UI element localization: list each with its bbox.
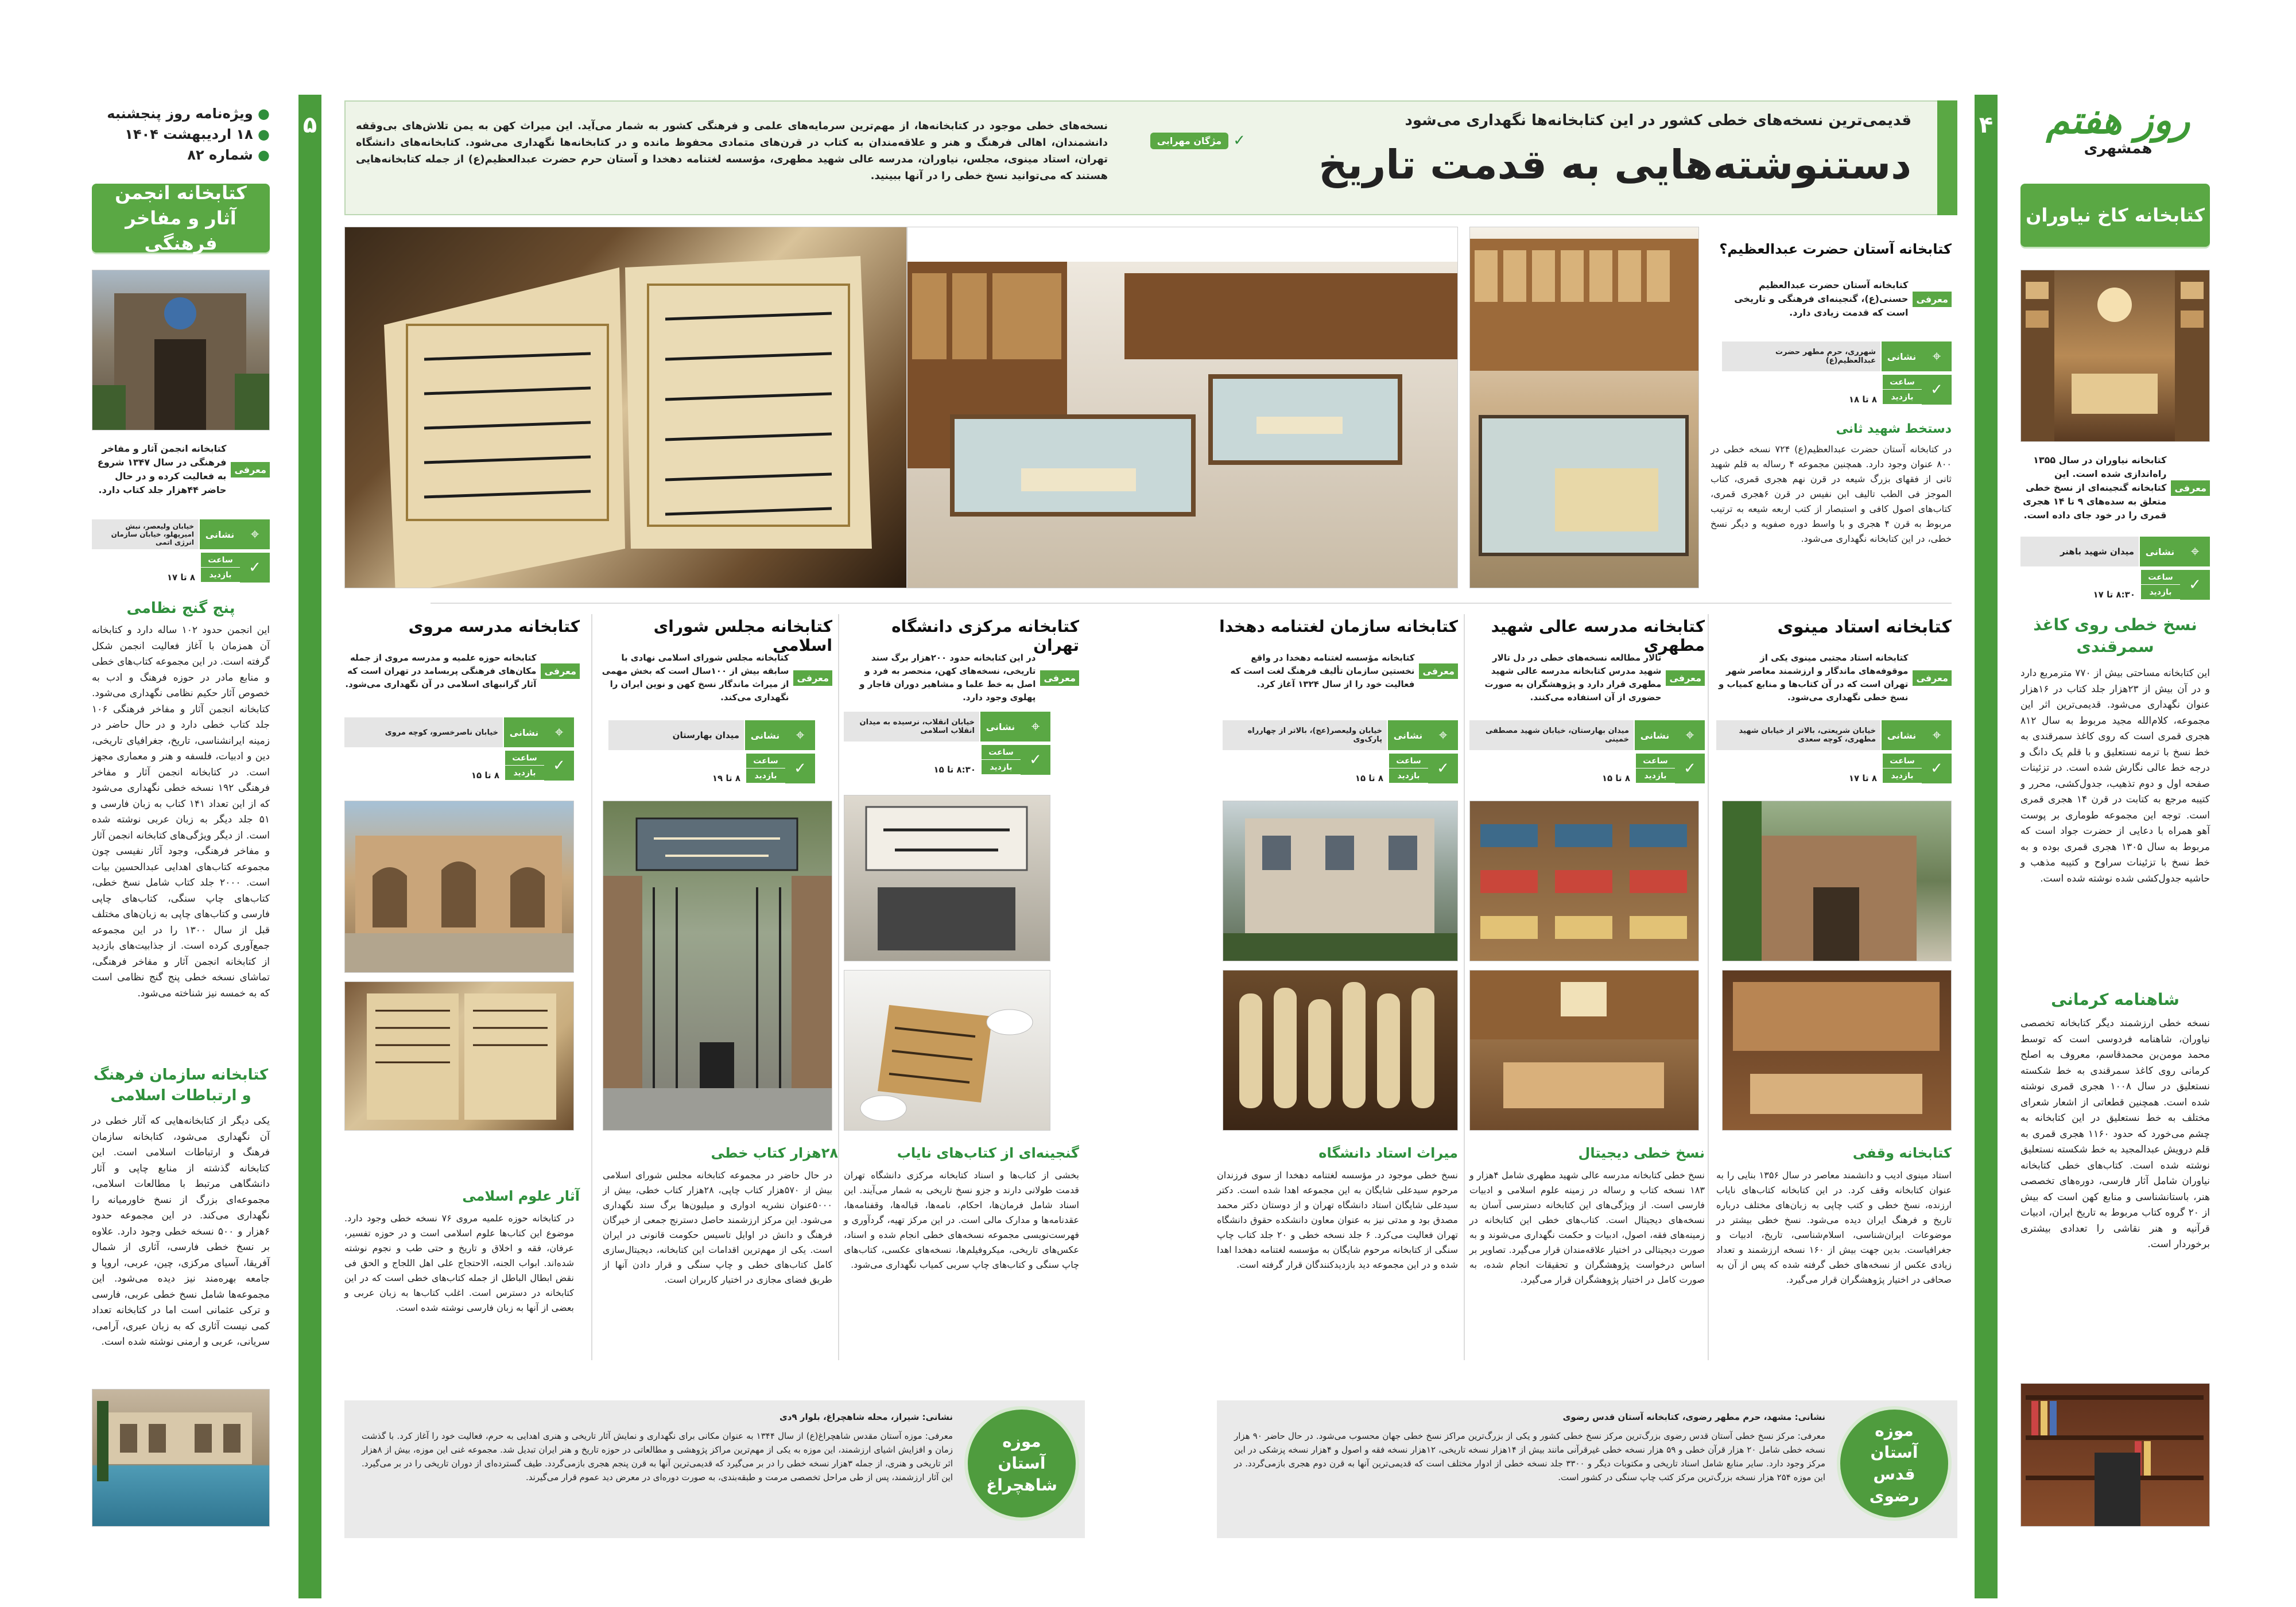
intro-label: معرفی [1666,670,1705,686]
time-label: ساعت [2140,570,2180,585]
right-sidebar-s2-text: نسخه خطی ارزشمند دیگر کتابخانه تخصصی نیاوران، شاهنامه فردوسی است که توسط محمد مومن‌بن محمدقاسم، معروف به اصلح کرمانی روی کاغذ سمرقندی به خط شکسته نستعلیق در سال ۱۰۰۸ هجری قمری نوشته شده است. همچنین قطعاتی از اشعار شعرای مختلف به خط نستعلیق در این کتابخانه به چشم می‌خورد که حدود ۱۱۶۰ هجری قمری به قلم درویش عبدالمجید به خط شکسته نستعلیق نوشته شده است. کتاب‌های خطی کتابخانه نیاوران شامل آثار فارسی، دوره‌های تخصصی هنر، باستانشناسی و منابع کهن است که بیش از ۲۰ گروه کتاب مربوط به تاریخ ایران، ادبیات قرآنیه و هنر نقاشی را تعدادی بیشتری برخوردار است. [2020,1018,2210,1250]
marvi-photo-2 [344,981,574,1131]
address-label: نشانی [1880,341,1922,371]
left-sidebar-s2-text: یکی دیگر از کتابخانه‌هایی که آثار خطی در آن نگهداری می‌شود، کتابخانه سازمان فرهنگ و ارتباطات اسلامی است. این کتابخانه گذشته از منابع چاپی و آثار دانشگاهی مرتبط با مطالعات اسلامی، مجموعه‌ای بزرگ از نسخ خاورمیانه را نگهداری می‌کند. در این مجموعه حدود ۶هزار و ۵۰۰ نسخه خطی وجود دارد. علاوه بر نسخ خطی فارسی، آثاری از شمال آفریقا، آسیای مرکزی، چین، عربی، اروپا و جامعه بهره‌مند نیز دیده می‌شود. این مجموعه‌ها شامل نسخ خطی عربی، فارسی و ترکی عثمانی است اما در کتابخانه تعداد کمی نیست آثاری که به زبان عبری، آرامی، سریانی، عربی و ارمنی نوشته شده است. [92,1115,270,1348]
shahcheragh-museum-title: موزه آستان شاهچراغ [986,1432,1057,1495]
visit-label: بازدید [2140,585,2180,600]
location-pin-icon: ⌖ [785,720,815,750]
brand-logo [2009,98,2227,166]
bookshelf-illustration [2020,1384,2209,1527]
institute-facade-illustration [1223,801,1457,961]
check-icon: ✓ [2180,570,2210,600]
intro-label: معرفی [2171,480,2210,496]
right-sidebar-intro [2020,453,2210,522]
col-divider [1464,614,1465,1360]
hours-value: ۸:۳۰ تا ۱۵ [933,764,976,775]
marvi-title: کتابخانه مدرسه مروی [408,617,580,636]
majlis-intro [597,651,832,704]
right-sidebar-s1-text: این کتابخانه مساحتی بیش از ۷۷۰ مترمربع دارد و در آن بیش از ۲۳هزار جلد کتاب در ۱۶هزار عنوان نگهداری می‌شود. قدیمی‌ترین اثر این مجموعه، کلام‌الله مجید مربوط به سال ۸۱۲ هجری قمری است که روی کاغذ سمرقندی به خط نسخ با ترمه نستعلیق و با قلم یک دانگ و درجه خط عالی نگارش شده است. در تزئینات صفحه اول و دوم تذهیب، جدول‌کشی، محرر و کتیبه مرجع به کتابت در قرن ۱۴ هجری قمری است. توجه این مجموعه طوماری بر پوست آهو همراه با دعایی از حضرت جواد است که مربوط به سال ۱۳۰۵ هجری قمری بوده و به خط نسخ با تزئینات سراوح و کتیبه مذهب و حاشیه جدول‌کشی شده نوشته شده است. [2020,667,2210,884]
brand-sub: همشهری [2084,140,2152,157]
col-divider [1708,614,1709,1360]
minovi-intro [1716,651,1952,704]
garden-building-illustration [1722,801,1951,961]
abdolazim-intro [1711,278,1952,320]
address-value: خیابان ناصرخسرو، کوچه مروی [344,717,503,747]
visit-label: بازدید [200,568,240,583]
location-pin-icon: ⌖ [1675,720,1705,750]
address-row [608,720,815,750]
right-sidebar-info [2020,537,2210,600]
time-label: ساعت [200,553,240,568]
hours-value: ۸ تا ۱۵ [471,770,499,781]
right-page-green-bar [1975,95,1998,1598]
abdolazim-title: کتابخانه آستان حضرت عبدالعظیم؟ [1719,241,1952,257]
dehkhoda-title: کتابخانه سازمان لغتنامه دهخدا [1219,617,1458,636]
hours-value: ۸:۳۰ تا ۱۷ [2093,589,2135,600]
minovi-info [1716,720,1952,783]
location-pin-icon: ⌖ [1922,720,1952,750]
minovi-sub: کتابخانه وقفی [1852,1145,1952,1161]
edition-label: ● ویژه‌نامه روز پنجشنبه [107,106,270,122]
address-label: نشانی [1634,720,1675,750]
dehkhoda-text: نسخ خطی موجود در مؤسسه لغتنامه دهخدا از سوی فرزندان مرحوم سیدعلی شایگان به این مجموعه اهدا شده است. دکتر سیدعلی شایگان استاد دانشگاه تهران و از دوستان دکتر محمد مصدق بود و مدتی نیز به عنوان معاون دانشکده حقوق دانشگاه تهران فعالیت می‌کرد. ۶ جلد نسخه خطی و ۲۰ جلد کتاب چاپ سنگی از کتابخانه مرحوم شایگان به مؤسسه لغتنامه دهخدا اهدا شده و در این مجموعه دید بازدیدکنندگان قرار گرفته است. [1217,1170,1458,1270]
tehran-univ-intro [844,651,1079,704]
parliament-gate-illustration [603,801,832,1131]
motahari-photo-2 [1469,970,1699,1131]
right-sidebar-photo [2020,270,2210,442]
address-label: نشانی [2139,537,2180,566]
hours-value: ۸ تا ۱۷ [166,572,195,583]
intro-text: تالار مطالعه نسخه‌های خطی در دل تالار شهید مدرس کتابخانه مدرسه عالی شهید مطهری قرار دارد و پژوهشگران به صورت حضوری از آن استفاده می‌کنند. [1484,653,1662,702]
intro-text: کتابخانه حوزه علمیه و مدرسه مروی از جمله مکان‌های فرهنگی پربسامد در تهران است که آثار گرانبهای اسلامی در آن نگهداری می‌شود. [345,653,537,689]
intro-text: کتابخانه مجلس شورای اسلامی نهادی با سابقه بیش از ۱۰۰سال است که بخش مهمی از میراث ماندگار نسخ کهن و نوین ایران را نگهداری می‌کند. [602,653,789,702]
visit-label: بازدید [1635,768,1675,783]
address-value: خیابان انقلاب، نرسیده به میدان انقلاب اسلامی [844,712,979,742]
check-icon: ✓ [1428,754,1458,783]
location-pin-icon: ⌖ [240,519,270,549]
left-page-green-bar [298,95,321,1598]
left-sidebar-intro [92,442,270,497]
hours-value: ۸ تا ۱۸ [1848,394,1877,405]
left-sidebar-bottom-photo [92,1389,270,1527]
hours-row [92,553,270,583]
tehran-univ-sub: گنجینه‌ای از کتاب‌های نایاب [897,1145,1079,1161]
hours-value: ۸ تا ۱۵ [1355,773,1383,783]
time-label: ساعت [745,754,785,768]
right-sidebar-bottom-photo [2020,1383,2210,1527]
time-label: ساعت [1882,375,1922,390]
edition-issue: ● شماره ۸۲ [187,147,270,163]
left-sidebar-info [92,519,270,583]
intro-label: معرفی [541,663,580,679]
edition-date: ● ۱۸ اردیبهشت ۱۴۰۴ [125,126,270,142]
headline-kicker: قدیمی‌ترین نسخه‌های خطی کشور در این کتابخانه‌ها نگهداری می‌شود [1405,112,1911,129]
motahari-info [1469,720,1705,783]
address-row [344,717,574,747]
majlis-info [608,720,815,783]
address-label: نشانی [199,519,240,549]
open-manuscript-illustration [344,227,906,588]
razavi-museum-title: موزه آستان قدس رضوی [1869,1421,1919,1505]
address-row [1223,720,1458,750]
location-pin-icon: ⌖ [1428,720,1458,750]
hours-row [2020,570,2210,600]
hours-value: ۸ تا ۱۹ [712,773,740,783]
address-value: شهرری، حرم مطهر حضرت عبدالعظیم(ع) [1722,341,1880,371]
left-sidebar-title: کتابخانه انجمن آثار و مفاخر فرهنگی [92,184,270,253]
right-page-number: ۴ [1979,112,1994,138]
check-icon: ✓ [1021,745,1050,775]
intro-label: معرفی [1913,292,1952,307]
intro-text: کتابخانه آستان حضرت عبدالعظیم حسنی(ع)، گنجینه‌ای فرهنگی و تاریخی است که قدمت زیادی دارد. [1734,280,1909,318]
location-pin-icon: ⌖ [1021,712,1050,742]
hours-row [1223,754,1458,783]
majlis-sub: ۲۸هزار کتاب خطی [711,1145,838,1161]
check-icon: ✓ [1675,754,1705,783]
display-cases-illustration [907,227,1457,588]
hours-row [344,751,574,781]
address-value: خیابان ولیعصر، نبش امیرپهلو، خیابان سازمان انرژی اتمی [92,519,199,549]
abdolazim-library-photo [1469,227,1699,588]
time-label: ساعت [980,745,1021,760]
address-row [1722,341,1952,371]
left-sidebar-photo [92,270,270,430]
location-pin-icon: ⌖ [2180,537,2210,566]
intro-text: کتابخانه استاد مجتبی مینوی یکی از موقوفه‌های ماندگار و ارزشمند معاصر شهر تهران است که در آن کتاب‌ها و منابع کمیاب و نسخ خطی نگهداری می‌شود. [1718,653,1909,702]
hours-row [608,754,815,783]
marvi-info [344,717,574,781]
address-label: نشانی [1387,720,1428,750]
edition-info [86,103,270,165]
tehran-univ-photo-1 [844,795,1050,961]
abdolazim-info [1722,341,1952,405]
hours-value: ۸ تا ۱۷ [1848,773,1877,783]
visit-label: بازدید [1388,768,1428,783]
intro-text: در این کتابخانه حدود ۲۰۰هزار برگ سند تاریخی، نسخه‌های کهن، منحصر به فرد و اصل به خط علما و مشاهیر دوران قاجار و پهلوی وجود دارد. [859,653,1036,702]
abdolazim-sub: دستخط شهید ثانی [1836,422,1952,436]
shahcheragh-museum-text: معرفی: موزه آستان مقدس شاهچراغ(ع) از سال ۱۳۴۴ به عنوان مکانی برای نگهداری و نمایش آثار تاریخی و هنری اهدایی به حرم، فعالیت خود را آغاز کرد. با گذشت زمان و افزایش اشیای ارزشمند، این موزه به یکی از مهم‌ترین مراکز پژوهشی و مطالعاتی در حوزه تاریخ و هنر ایران تبدیل شد. مجموعه غنی این موزه، بیش از ۸هزار اثر تاریخی و هنری، از جمله ۳هزار نسخه خطی را در بر می‌گیرد که قدیمی‌ترین آنها به قرن پنجم هجری بازمی‌گردد. طیف گسترده‌ای از دوران تاریخی را در بر می‌گیرد. این آثار ارزشمند، پس از طی مراحل تخصصی مرمت و طبقه‌بندی، به صورت دوره‌ای در معرض دید عموم قرار می‌گیرند. [362,1431,953,1482]
left-sidebar-s1-title: پنج گنج نظامی [126,600,235,617]
motahari-sub: نسخ خطی دیجیتال [1578,1145,1705,1161]
reading-room-illustration [1722,971,1951,1131]
abdolazim-text: در کتابخانه آستان حضرت عبدالعظیم(ع) ۷۲۴ نسخه خطی در ۸۰۰ عنوان وجود دارد. همچنین مجموعه ۴ رساله به قلم شهید ثانی از فقهای بزرگ شیعه در قرن نهم هجری قمری، کتاب الموجز فی الطب تالیف ابن نفیس در قرن ۶هجری قمری، کتاب‌های اصول کافی و استبصار از کتب اربعه شیعه به ترتیب مربوط به قرن ۴ هجری و با واسط دوره صفویه و دیگر نسخ خطی، در این کتابخانه نگهداری می‌شود. [1711,444,1952,544]
address-label: نشانی [744,720,785,750]
col-divider [838,614,839,1360]
left-sidebar-s2-title: کتابخانه سازمان فرهنگ و ارتباطات اسلامی [93,1066,269,1104]
address-label: نشانی [1880,720,1922,750]
motahari-intro [1469,651,1705,704]
razavi-museum-address: نشانی: مشهد، حرم مطهر رضوی، کتابخانه آستان قدس رضوی [1562,1412,1825,1422]
manuscript-photo [344,227,907,588]
intro-label: معرفی [1913,670,1952,686]
checkmark-icon: ✓ [1233,132,1246,149]
intro-text: کتابخانه نیاوران در سال ۱۳۵۵ راه‌اندازی شده است. این کتابخانه گنجینه‌ای از نسخ خطی متعلق به سده‌های ۹ تا ۱۴ هجری قمری را در خود جای داده است. [2023,455,2167,521]
location-pin-icon: ⌖ [544,717,574,747]
minovi-title: کتابخانه استاد مینوی [1777,617,1952,637]
address-row [844,712,1050,742]
shahcheragh-museum-badge [964,1406,1079,1521]
check-icon: ✓ [1922,754,1952,783]
visit-label: بازدید [745,768,785,783]
address-label: نشانی [979,712,1021,742]
intro-label: معرفی [1040,670,1079,686]
intro-text: کتابخانه مؤسسه لغتنامه دهخدا در واقع نخستین سازمان تألیف فرهنگ لغت است که فعالیت خود را از سال ۱۳۲۴ آغاز کرد. [1230,653,1415,689]
right-sidebar-title: کتابخانه کاخ نیاوران [2020,184,2210,247]
address-row [1716,720,1952,750]
book-stacks-illustration [1469,801,1698,961]
dehkhoda-intro [1217,651,1458,691]
dehkhoda-photo-2 [1223,970,1458,1131]
time-label: ساعت [1635,754,1675,768]
brand-name: روز هفتم [2046,98,2190,142]
majlis-text: در حال حاضر در مجموعه کتابخانه مجلس شورای اسلامی بیش از ۵۷۰هزار کتاب چاپی، ۲۸هزار کتاب خطی، بیش از ۵۰۰۰عنوان نشریه ادواری و میلیون‌ها برگ سند نگهداری می‌شود. این مرکز ارزشمند حاصل دسترنج جمعی از خیرگان فرهنگ و دانش در اوایل تاسیس حکومت قانونی در ایران است. یکی از مهم‌ترین اقدامات این کتابخانه، دیجیتال‌سازی کامل کتاب‌های خطی و چاپ سنگی و قرار دادن آنها از طریق فضای مجازی در اختیار کاربران است. [603,1170,833,1285]
library-hall-photo [907,227,1458,588]
headline: دستنوشته‌هایی به قدمت تاریخ [1318,141,1911,188]
glass-case-illustration [1469,227,1698,588]
visit-label: بازدید [1882,390,1922,405]
visit-label: بازدید [504,766,544,781]
shahcheragh-museum-address: نشانی: شیراز، محله شاهچراغ، بلوار ۹دی [779,1412,953,1422]
check-icon: ✓ [240,553,270,583]
manuscript-handling-illustration [844,971,1050,1131]
address-value: خیابان شریعتی، بالاتر از خیابان شهید مطهری، کوچه سعدی [1716,720,1880,750]
left-page-number: ۵ [302,112,317,138]
header-green-accent [1937,100,1957,215]
address-value: خیابان ولیعصر(عج)، بالاتر از چهارراه پارک‌وی [1223,720,1387,750]
majlis-title: کتابخانه مجلس شورای اسلامی [653,617,832,655]
author-name: مژگان مهرابی [1150,133,1229,149]
left-sidebar-s1-text: این انجمن حدود ۱۰۲ ساله دارد و کتابخانه آن همزمان با آغاز فعالیت انجمن شکل گرفته است. در این مجموعه کتاب‌های خطی و منابع مادر در حوزه فرهنگ و ادب به خصوص آثار حکیم نظامی نگهداری می‌شود. کتابخانه انجمن آثار و مفاخر فرهنگی ۱۰۶ جلد کتاب خطی دارد و در حال حاضر در زمینه ایرانشناسی، تاریخ، جغرافیای تاریخی، دین و ادبیات، فلسفه و هنر و معماری مجهز است. در کتابخانه انجمن آثار و مفاخر فرهنگی ۱۹۲ نسخه خطی نگهداری می‌شود که از این تعداد ۱۴۱ کتاب به زبان فارسی و ۵۱ جلد دیگر به زبان عربی نوشته شده است. از دیگر ویژگی‌های کتابخانه انجمن آثار و مفاخر فرهنگی، وجود آثار نفیسی چون مجموعه کتاب‌های اهدایی عبدالحسین بیات است. ۲۰۰۰ جلد کتاب شامل نسخ خطی، کتاب‌های چاپ سنگی، کتاب‌های چاپی فارسی و کتاب‌های چاپی به زبان‌های مختلف قبل از سال ۱۳۰۰ را در این مجموعه جمع‌آوری کرده است. از جذابیت‌های بازدید از کتابخانه انجمن آثار و مفاخر فرهنگی، تماشای نسخه خطی پنج گنج نظامی است که به خمسه نیز شناخته می‌شود. [92,624,270,999]
dehkhoda-photo-1 [1223,801,1458,961]
tehran-univ-text: بخشی از کتاب‌ها و اسناد کتابخانه مرکزی دانشگاه تهران قدمت طولانی دارند و جزو نسخ تاریخی به شمار می‌آیند. این اسناد شامل فرمان‌ها، احکام، نامه‌ها، قباله‌ها، وقفنامه‌ها، عقدنامه‌ها و مدارک مالی است. در این مرکز تهیه، گردآوری و فهرست‌نویسی مجموعه نسخه‌های خطی انجام شده و اسناد، عکس‌های تاریخی، میکروفیلم‌ها، نسخه‌های عکسی، کتاب‌های چاپ سنگی و کتاب‌های چاپ سربی کمیاب نگهداری می‌شود. [844,1170,1079,1270]
dehkhoda-info [1223,720,1458,783]
motahari-photo-1 [1469,801,1699,961]
right-sidebar-s1-title: نسخ خطی روی کاغذ سمرقندی [2033,615,2197,656]
intro-label: معرفی [793,670,832,686]
marvi-intro [344,651,580,691]
intro-label: معرفی [231,462,270,478]
hours-row [1716,754,1952,783]
motahari-title: کتابخانه مدرسه عالی شهید مطهری [1491,617,1705,655]
address-value: میدان بهارستان، خیابان شهید مصطفی خمینی [1469,720,1634,750]
handwritten-page-illustration [344,982,573,1131]
tehran-univ-photo-2 [844,970,1050,1131]
address-row [2020,537,2210,566]
hours-row [844,745,1050,775]
time-label: ساعت [504,751,544,766]
scroll-collection-illustration [1223,971,1457,1131]
marvi-text: در کتابخانه حوزه علمیه مروی ۷۶ نسخه خطی وجود دارد. موضوع این کتاب‌ها علوم اسلامی است و در حوزه تفسیر، عرفان، فقه و اخلاق و تاریخ و حتی طب و نجوم نوشته شده‌اند. ابواب الجنه، الاحتجاج علی اهل اللجاج و الحق فی نقض ابطال الباطل از جمله کتاب‌های خطی است که در این کتابخانه در دسترس است. اغلب کتاب‌ها به زبان عربی و بعضی از آنها به زبان فارسی نوشته شده است. [344,1213,575,1313]
check-icon: ✓ [1922,375,1952,405]
library-interior-illustration [2020,270,2209,442]
building-gate-illustration [92,270,269,430]
minovi-photo-2 [1722,970,1952,1131]
razavi-museum-badge [1837,1406,1952,1521]
check-icon: ✓ [785,754,815,783]
study-hall-illustration [1469,971,1698,1131]
address-label: نشانی [503,717,544,747]
col-divider [591,614,592,1360]
intro-label: معرفی [1419,663,1458,679]
minovi-photo-1 [1722,801,1952,961]
dehkhoda-sub: میراث استاد دانشگاه [1318,1145,1458,1161]
address-value: میدان بهارستان [608,720,744,750]
visit-label: بازدید [1882,768,1922,783]
school-courtyard-illustration [344,801,573,973]
row-separator [430,603,1952,604]
author-badge [1114,132,1246,149]
motahari-text: نسخ خطی کتابخانه مدرسه عالی شهید مطهری شامل ۴هزار و ۱۸۳ نسخه کتاب و رساله در زمینه علوم اسلامی و ادبیات فارسی است. از ویژگی‌های این کتابخانه دسترسی آسان به نسخه‌های دیجیتال است. کتاب‌های خطی این کتابخانه در زمینه‌های فقه، اصول، ادبیات و حکمت نگهداری می‌شوند و به صورت دیجیتالی در اختیار علاقه‌مندان قرار می‌گیرد. تصاویر بر اساس درخواست پژوهشگران و تحقیقات انجام شده، به صورت کامل در اختیار پژوهشگران قرار می‌گیرد. [1469,1170,1705,1285]
location-pin-icon: ⌖ [1922,341,1952,371]
right-sidebar-s2-title: شاهنامه کرمانی [2051,990,2179,1009]
library-signboard-illustration [844,795,1050,961]
tehran-univ-title: کتابخانه مرکزی دانشگاه تهران [891,617,1079,655]
minovi-text: استاد مینوی ادیب و دانشمند معاصر در سال ۱۳۵۶ بنایی را به عنوان کتابخانه وقف کرد. در این کتابخانه کتاب‌های نایاب ارزنده، نسخ خطی و کتب چاپی به زبان‌های مختلف درباره تاریخ و فرهنگ ایران دیده می‌شود. نسخ خطی بیشتر در موضوعات ایران‌شناسی، اسلام‌شناسی، تاریخ، ادبیات و جغرافیاست. بدین جهت بیش از ۱۶۰ نسخه ارزشمند و تعداد زیادی عکس از نسخه‌های خطی گرفته شده که پس از آن به صحافی در اختیار پژوهشگران قرار می‌گیرد. [1716,1170,1952,1285]
tehran-univ-info [844,712,1050,775]
address-row [92,519,270,549]
hours-row [1469,754,1705,783]
time-label: ساعت [1388,754,1428,768]
address-row [1469,720,1705,750]
visit-label: بازدید [980,760,1021,775]
time-label: ساعت [1882,754,1922,768]
hours-value: ۸ تا ۱۵ [1601,773,1630,783]
razavi-museum-text: معرفی: مرکز نسخ خطی آستان قدس رضوی بزرگ‌ترین مرکز نسخ خطی کشور و یکی از بزرگ‌ترین مراکز نسخ خطی جهان محسوب می‌شود. در حال حاضر ۹۰ هزار نسخه خطی شامل ۲۰ هزار قرآن خطی و ۵۹ هزار نسخه خطی غیرقرآنی مانند بیش از ۱۴هزار نسخه تاریخی، ۱۲هزار نسخه فقه و اصول و ۴هزار نسخه پزشکی در این مرکز وجود دارد. سایر منابع شامل اسناد تاریخی و مکتوبات دیگر و ۳۳۰۰ جلد نسخه خطی از ادوار مختلف است که قدیمی‌ترین آنها به قرن دوم هجری بازمی‌گردد. در این موزه ۲۵۴ هزار نسخه بزرگ‌ترین مرکز کتب چاپ سنگی در کشور است. [1234,1431,1825,1482]
courtyard-pool-illustration [92,1389,269,1527]
majlis-photo [603,801,832,1131]
intro-text: کتابخانه انجمن آثار و مفاخر فرهنگی در سال ۱۳۴۷ شروع به فعالیت کرده و در حال حاضر ۴۴هزار جلد کتاب دارد. [97,443,227,495]
check-icon: ✓ [544,751,574,781]
marvi-photo-1 [344,801,574,973]
address-value: میدان شهید باهنر [2020,537,2139,566]
lead-text: نسخه‌های خطی موجود در کتابخانه‌ها، از مهم‌ترین سرمایه‌های علمی و فرهنگی کشور به شمار می‌آید. این میراث کهن به یمن تلاش‌های بی‌وقفه دانشمندان، اهالی فرهنگ و هنر و علاقه‌مندان به کتاب در قرن‌های متمادی محفوظ مانده و در کتابخانه‌ها نگهداری می‌شود. کتابخانه‌های دانشگاه تهران، استاد مینوی، مجلس، نیاوران، مدرسه عالی شهید مطهری، مؤسسه لغتنامه دهخدا و آستان حرم حضرت عبدالعظیم(ع) از جمله کتابخانه‌هایی هستند که می‌توانید نسخ خطی را در آنها ببینید. [356,120,1108,182]
marvi-sub: آثار علوم اسلامی [462,1188,580,1204]
hours-row [1722,375,1952,405]
